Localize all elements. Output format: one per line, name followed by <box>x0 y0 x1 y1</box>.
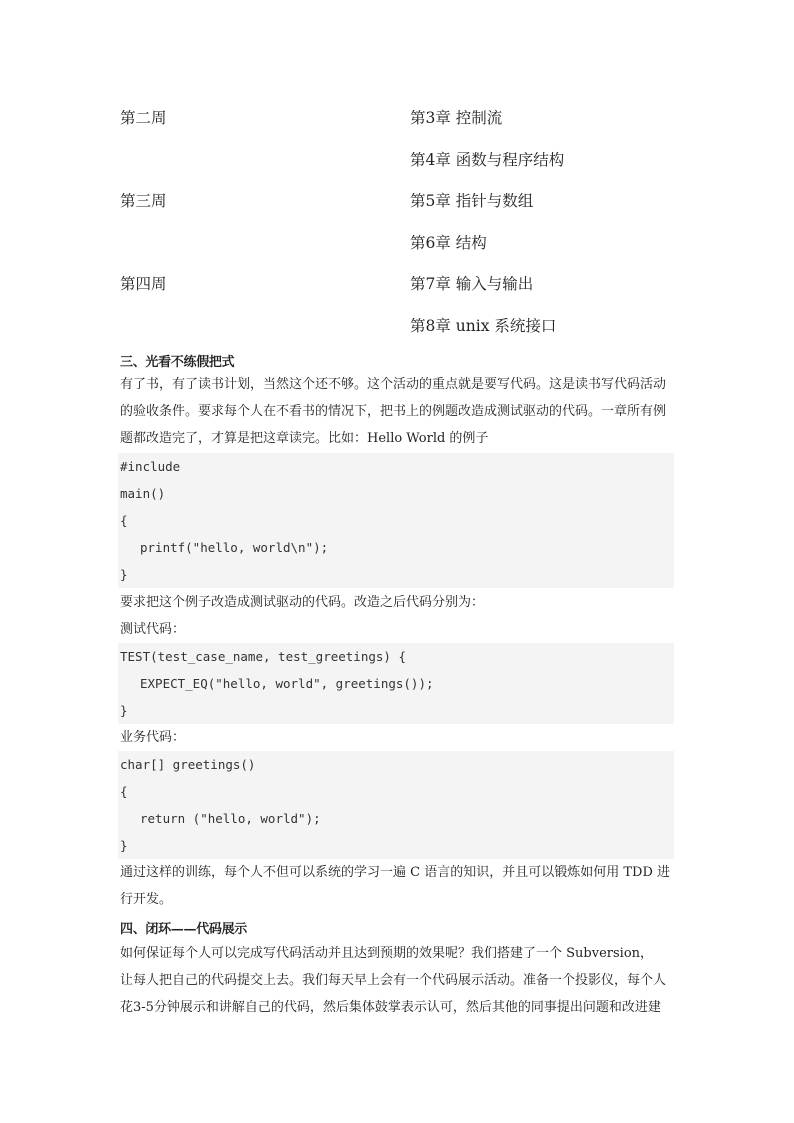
code-caption: 测试代码： <box>120 622 186 637</box>
code-line: EXPECT_EQ("hello, world", greetings()); <box>140 676 434 691</box>
paragraph-line: 要求把这个例子改造成测试驱动的代码。改造之后代码分别为： <box>120 595 485 610</box>
paragraph <box>120 589 676 643</box>
schedule-chapter: 第6章 结构 <box>410 234 487 252</box>
code-block <box>118 751 674 859</box>
code-block <box>118 643 674 724</box>
paragraph-line: 通过这样的训练，每个人不但可以系统的学习一遍 C 语言的知识，并且可以锻炼如何用 TDD 进 <box>120 865 670 880</box>
code-line: TEST(test_case_name, test_greetings) { <box>120 649 406 664</box>
schedule-row <box>120 148 680 178</box>
schedule-chapter: 第3章 控制流 <box>410 109 503 127</box>
code-line: { <box>120 513 128 528</box>
paragraph <box>120 371 676 452</box>
schedule-week: 第四周 <box>120 275 167 293</box>
section-heading: 三、光看不练假把式 <box>120 355 235 370</box>
schedule-row <box>120 272 680 302</box>
code-line: char[] greetings() <box>120 757 256 772</box>
schedule-chapter: 第7章 输入与输出 <box>410 275 534 293</box>
code-line: main() <box>120 486 166 501</box>
section-heading: 四、闭环——代码展示 <box>120 922 248 937</box>
code-line: printf("hello, world\n"); <box>140 540 329 555</box>
schedule-row <box>120 189 680 219</box>
paragraph-line: 题都改造完了，才算是把这章读完。比如：Hello World 的例子 <box>120 431 489 446</box>
code-line: } <box>120 838 128 853</box>
paragraph-line: 让每人把自己的代码提交上去。我们每天早上会有一个代码展示活动。准备一个投影仪，每个人 <box>120 973 667 988</box>
paragraph-line: 花3-5分钟展示和讲解自己的代码，然后集体鼓掌表示认可，然后其他的同事提出问题和改进建 <box>120 1000 661 1015</box>
paragraph-line: 行开发。 <box>120 892 173 907</box>
code-line: } <box>120 567 128 582</box>
code-line: { <box>120 784 128 799</box>
schedule-row <box>120 231 680 261</box>
schedule-row <box>120 106 680 136</box>
code-line: #include <box>120 459 181 474</box>
paragraph <box>120 859 676 913</box>
schedule-chapter: 第5章 指针与数组 <box>410 192 534 210</box>
paragraph-line: 如何保证每个人可以完成写代码活动并且达到预期的效果呢？我们搭建了一个 Subversion， <box>120 946 654 961</box>
code-block <box>118 453 674 588</box>
paragraph <box>120 724 676 751</box>
schedule-chapter: 第4章 函数与程序结构 <box>410 151 565 169</box>
schedule-row <box>120 314 680 344</box>
paragraph-line: 的验收条件。要求每个人在不看书的情况下，把书上的例题改造成测试驱动的代码。一章所有例 <box>120 404 667 419</box>
schedule-week: 第三周 <box>120 192 167 210</box>
paragraph <box>120 940 676 1021</box>
schedule-week: 第二周 <box>120 109 167 127</box>
code-line: } <box>120 703 128 718</box>
code-line: return ("hello, world"); <box>140 811 321 826</box>
schedule-chapter: 第8章 unix 系统接口 <box>410 317 557 335</box>
code-caption: 业务代码： <box>120 730 186 745</box>
paragraph-line: 有了书，有了读书计划，当然这个还不够。这个活动的重点就是要写代码。这是读书写代码活动 <box>120 377 667 392</box>
